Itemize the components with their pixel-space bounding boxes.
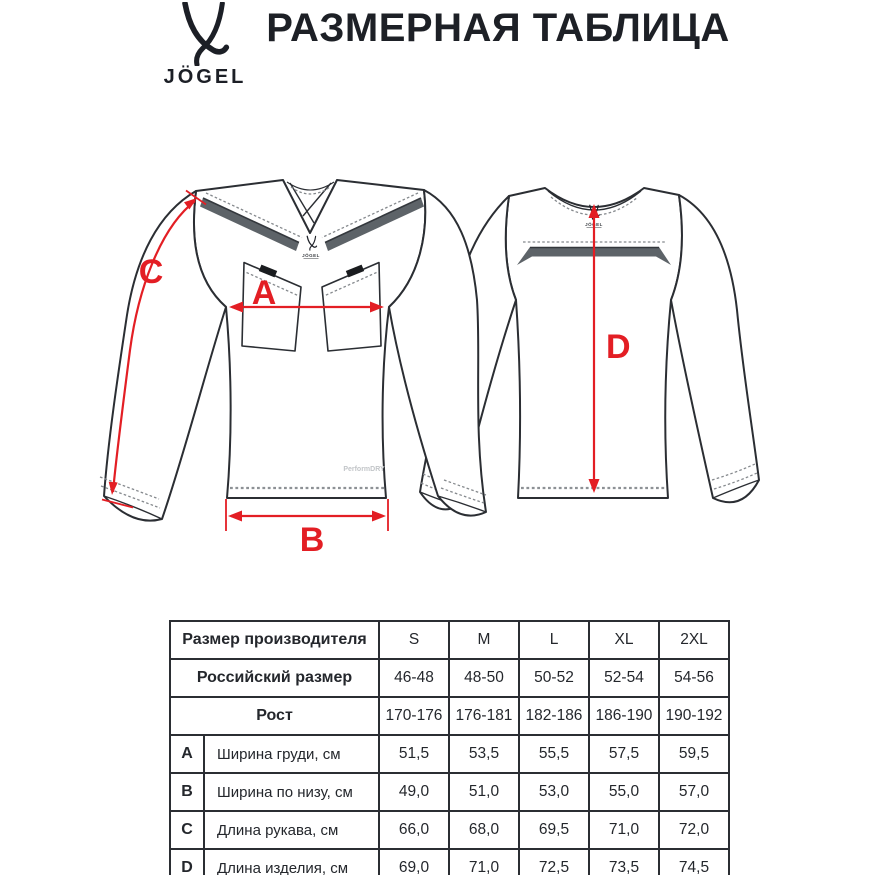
table-cell: 176-181 <box>449 697 519 735</box>
table-cell: 54-56 <box>659 659 729 697</box>
table-cell: 55,0 <box>589 773 659 811</box>
table-cell: L <box>519 621 589 659</box>
table-cell: 71,0 <box>589 811 659 849</box>
measure-label: Ширина груди, см <box>204 735 379 773</box>
table-cell: 72,5 <box>519 849 589 875</box>
table-cell: S <box>379 621 449 659</box>
table-cell: 51,5 <box>379 735 449 773</box>
table-row-sleeve-length <box>170 811 729 849</box>
measure-key: D <box>170 849 204 875</box>
table-cell: 69,5 <box>519 811 589 849</box>
table-cell: 53,0 <box>519 773 589 811</box>
table-row-manufacturer-size <box>170 621 729 659</box>
table-row-russian-size <box>170 659 729 697</box>
table-cell: M <box>449 621 519 659</box>
row-header: Российский размер <box>170 659 379 697</box>
row-header: Размер производителя <box>170 621 379 659</box>
measure-key: C <box>170 811 204 849</box>
brand-name: JÖGEL <box>163 66 247 88</box>
table-cell: 57,5 <box>589 735 659 773</box>
table-cell: 69,0 <box>379 849 449 875</box>
row-header: Рост <box>170 697 379 735</box>
table-cell: 72,0 <box>659 811 729 849</box>
table-cell: 51,0 <box>449 773 519 811</box>
back-logo-text: JÖGEL <box>585 222 603 227</box>
size-table <box>169 620 730 875</box>
measure-label: Длина рукава, см <box>204 811 379 849</box>
table-cell: 48-50 <box>449 659 519 697</box>
measure-label-a: A <box>251 274 277 312</box>
table-cell: 55,5 <box>519 735 589 773</box>
table-row-height <box>170 697 729 735</box>
measure-label-d: D <box>606 328 631 366</box>
measure-arrow-b <box>226 499 388 559</box>
measure-label-c: C <box>138 253 164 291</box>
measure-key: A <box>170 735 204 773</box>
table-cell: 50-52 <box>519 659 589 697</box>
table-row-bottom-width <box>170 773 729 811</box>
table-cell: 170-176 <box>379 697 449 735</box>
measure-label: Ширина по низу, см <box>204 773 379 811</box>
table-cell: 49,0 <box>379 773 449 811</box>
fabric-watermark: PerformDRY <box>343 466 385 473</box>
measure-key: B <box>170 773 204 811</box>
table-cell: 2XL <box>659 621 729 659</box>
table-cell: 59,5 <box>659 735 729 773</box>
table-cell: 46-48 <box>379 659 449 697</box>
page-title: РАЗМЕРНАЯ ТАБЛИЦА <box>266 6 730 50</box>
measure-label-b: B <box>299 521 325 559</box>
table-cell: 186-190 <box>589 697 659 735</box>
measure-label: Длина изделия, см <box>204 849 379 875</box>
table-cell: 57,0 <box>659 773 729 811</box>
table-cell: 74,5 <box>659 849 729 875</box>
table-cell: 73,5 <box>589 849 659 875</box>
table-cell: 182-186 <box>519 697 589 735</box>
table-row-item-length <box>170 849 729 875</box>
table-cell: 53,5 <box>449 735 519 773</box>
table-cell: 71,0 <box>449 849 519 875</box>
table-cell: 66,0 <box>379 811 449 849</box>
table-cell: XL <box>589 621 659 659</box>
table-cell: 52-54 <box>589 659 659 697</box>
back-right-sleeve <box>671 195 759 502</box>
table-cell: 190-192 <box>659 697 729 735</box>
table-row-chest-width <box>170 735 729 773</box>
front-logo-text: JÖGEL <box>302 253 320 258</box>
table-cell: 68,0 <box>449 811 519 849</box>
